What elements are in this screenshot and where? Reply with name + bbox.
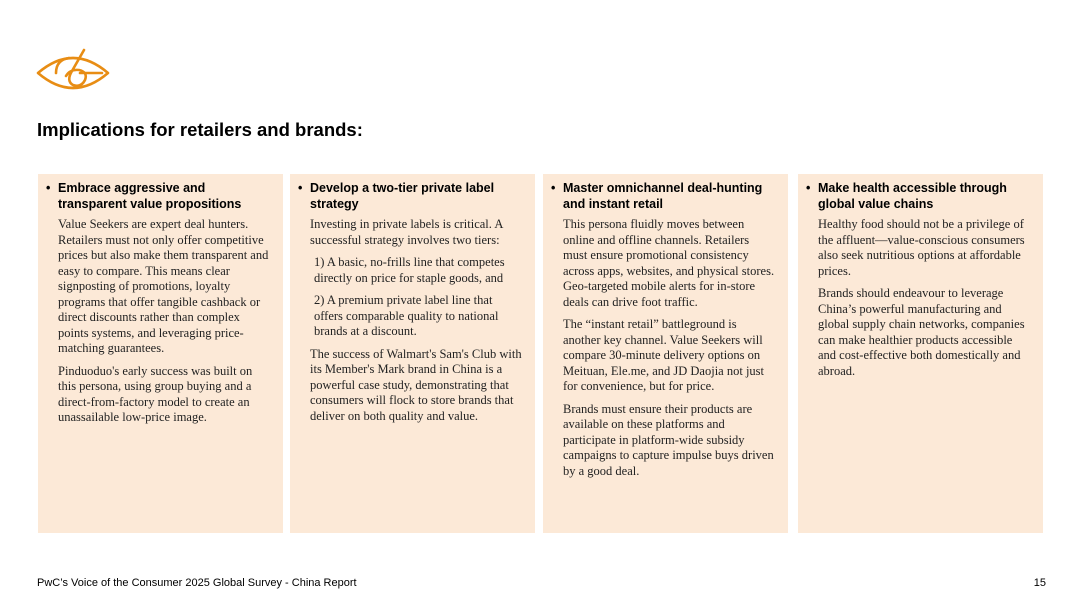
column-paragraph: The “instant retail” battleground is another key channel. Value Seekers will compare 30-minute delivery options on Meituan, Ele.me, and JD Daojia not just for convenience, but for price. [563, 317, 765, 393]
column-paragraph: 2) A premium private label line that offers comparable quality to national brands at a discount. [314, 293, 499, 338]
column-paragraph: This persona fluidly moves between online and offline channels. Retailers must ensure promotional consistency across apps, websites, and physical stores. Geo-targeted mobile alerts for in-store deals can drive foot traffic. [563, 217, 775, 309]
column-paragraph: Value Seekers are expert deal hunters. Retailers must not only offer competitive prices but also make them transparent and easy to compare. This means clear signposting of promotions, loyalty programs that offer tangible cashback or direct discounts rather than complex points systems, and leveraging price-matching guarantees. [58, 217, 269, 355]
column-paragraph: The success of Walmart's Sam's Club with its Member's Mark brand in China is a powerful case study, demonstrating that consumers will flock to store brands that deliver on both quality and value. [310, 346, 522, 423]
bullet-icon: • [46, 181, 51, 195]
column-heading-text: Make health accessible through global value chains [818, 181, 1007, 211]
column-private-label [290, 174, 535, 533]
column-heading [298, 180, 525, 212]
column-paragraph: Brands should endeavour to leverage China’s powerful manufacturing and global supply chain networks, companies can make healthier products accessible and cost-effective both domestically and abroad. [818, 286, 1025, 378]
implications-columns [38, 174, 1043, 533]
column-heading-text: Embrace aggressive and transparent value propositions [58, 181, 242, 211]
column-health-accessible [798, 174, 1043, 533]
column-omnichannel [543, 174, 788, 533]
page-number: 15 [1033, 577, 1046, 589]
column-paragraph: 1) A basic, no-frills line that competes directly on price for staple goods, and [314, 255, 505, 285]
column-paragraph: Healthy food should not be a privilege of the affluent—value-conscious consumers also seek nutritious options at affordable prices. [818, 217, 1025, 278]
column-value-propositions [38, 174, 283, 533]
column-heading-text: Master omnichannel deal-hunting and instant retail [563, 181, 763, 211]
column-heading-text: Develop a two-tier private label strategy [310, 181, 495, 211]
footer-source: PwC’s Voice of the Consumer 2025 Global Survey - China Report [37, 577, 357, 589]
bullet-icon: • [806, 181, 811, 195]
column-paragraph: Investing in private labels is critical. A successful strategy involves two tiers: [310, 217, 503, 247]
column-paragraph: Pinduoduo's early success was built on this persona, using group buying and a direct-from-factory model to create an unassailable low-price image. [58, 363, 253, 424]
bullet-icon: • [551, 181, 556, 195]
page-title: Implications for retailers and brands: [37, 119, 363, 140]
column-heading [551, 180, 778, 212]
column-heading [46, 180, 273, 212]
column-paragraph: Brands must ensure their products are available on these platforms and participate in platform-wide subsidy campaigns to capture impulse buys driven by a good deal. [563, 401, 774, 478]
pwc-eye-logo-icon [36, 40, 110, 102]
column-heading [806, 180, 1033, 212]
bullet-icon: • [298, 181, 303, 195]
